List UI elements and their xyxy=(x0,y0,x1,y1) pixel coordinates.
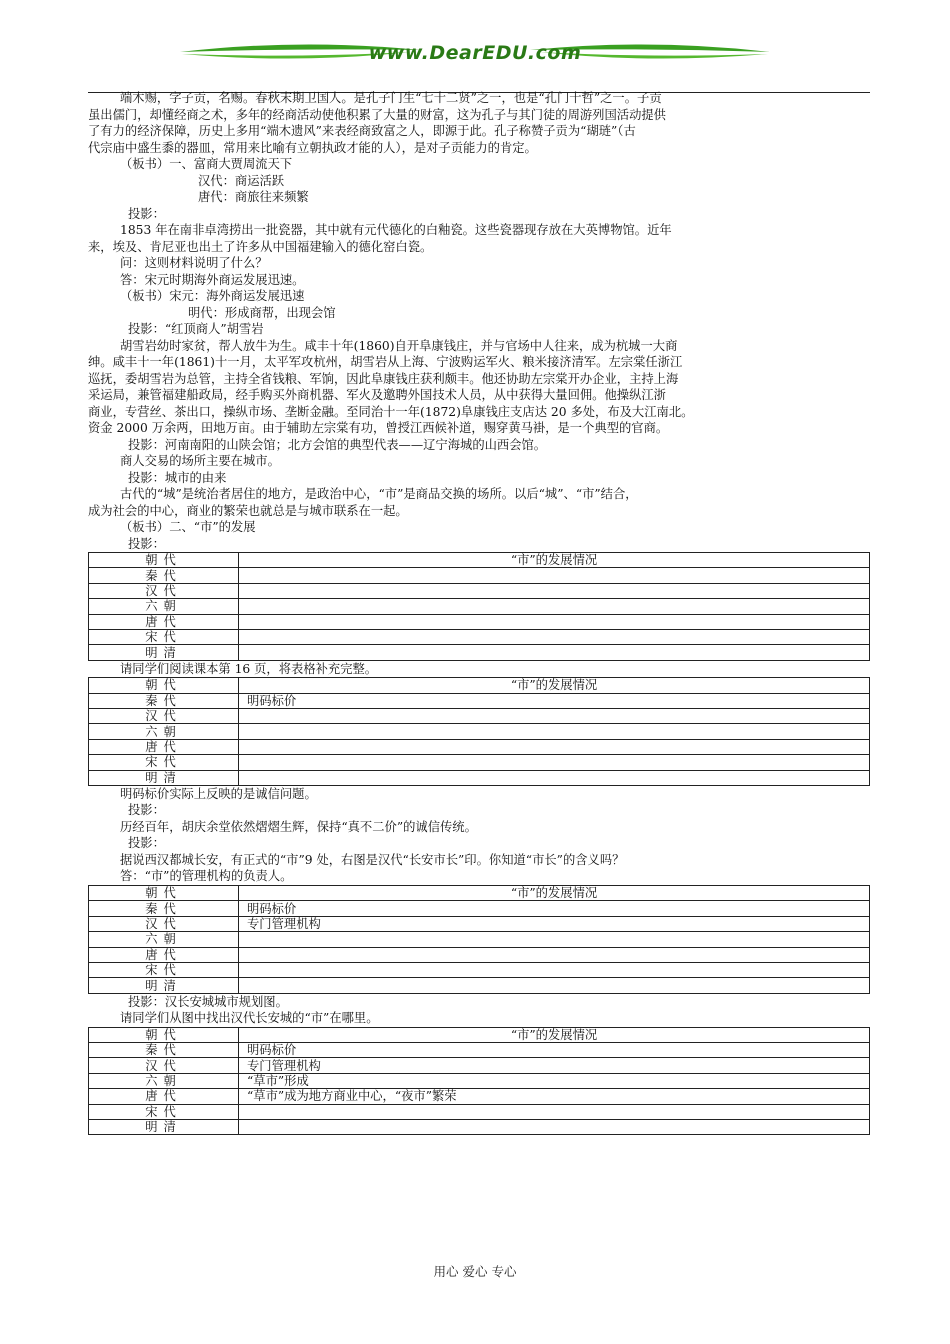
header-development: “市”的发展情况 xyxy=(239,1027,870,1042)
header-development: “市”的发展情况 xyxy=(239,553,870,568)
section-intro xyxy=(88,90,870,552)
table-row xyxy=(89,629,870,644)
paragraph-line: 投影：城市的由来 xyxy=(128,470,227,485)
dynasty-cell: 唐代 xyxy=(89,739,239,754)
table-header-row xyxy=(89,553,870,568)
dynasty-cell: 秦代 xyxy=(89,693,239,708)
table-row xyxy=(89,614,870,629)
table-row xyxy=(89,645,870,660)
table-row xyxy=(89,724,870,739)
header-dynasty: 朝代 xyxy=(89,553,239,568)
table-row xyxy=(89,739,870,754)
dynasty-cell: 秦代 xyxy=(89,901,239,916)
development-cell xyxy=(239,599,870,614)
development-cell xyxy=(239,739,870,754)
development-cell xyxy=(239,614,870,629)
dynasty-cell: 汉代 xyxy=(89,916,239,931)
paragraph-line: 答：“市”的管理机构的负责人。 xyxy=(120,869,293,884)
development-cell: “草市”成为地方商业中心，“夜市”繁荣 xyxy=(239,1089,870,1104)
paragraph-line: 端木赐，字子贡，名赐。春秋末期卫国人。是孔子门生“七十二贤”之一，也是“孔门十哲”之一。子贡 xyxy=(120,91,662,105)
table-row xyxy=(89,693,870,708)
paragraph-line: 来，埃及、肯尼亚也出土了许多从中国福建输入的德化窑白瓷。 xyxy=(88,239,433,254)
dynasty-cell: 唐代 xyxy=(89,614,239,629)
paragraph-line: 投影： xyxy=(128,206,165,221)
dynasty-cell: 六朝 xyxy=(89,599,239,614)
development-cell xyxy=(239,1120,870,1135)
dynasty-cell: 明清 xyxy=(89,770,239,785)
development-cell xyxy=(239,709,870,724)
paragraph-line: 商业，专营丝、茶出口，操纵市场、垄断金融。至同治十一年(1872)阜康钱庄支店达 20 多处，布及大江南北。 xyxy=(88,404,694,419)
paragraph-line: 投影：河南南阳的山陕会馆；北方会馆的典型代表——辽宁海城的山西会馆。 xyxy=(128,437,547,452)
dynasty-cell: 秦代 xyxy=(89,568,239,583)
paragraph-line: 商人交易的场所主要在城市。 xyxy=(120,454,280,468)
development-cell xyxy=(239,962,870,977)
development-cell xyxy=(239,947,870,962)
development-cell xyxy=(239,568,870,583)
paragraph-line: （板书）二、“市”的发展 xyxy=(120,520,256,534)
dynasty-cell: 汉代 xyxy=(89,1058,239,1073)
paragraph-line: 汉代：商运活跃 xyxy=(198,173,285,188)
paragraph-line: 1853 年在南非卓湾捞出一批瓷器，其中就有元代德化的白釉瓷。这些瓷器现存放在大英博物馆。近年 xyxy=(120,223,672,237)
table-row xyxy=(89,1120,870,1135)
table-row xyxy=(89,1058,870,1073)
dynasty-cell: 秦代 xyxy=(89,1043,239,1058)
page-footer: 用心 爱心 专心 xyxy=(433,1264,517,1279)
development-cell xyxy=(239,645,870,660)
section-reading xyxy=(88,661,870,678)
dynasty-cell: 明清 xyxy=(89,1120,239,1135)
dynasty-cell: 唐代 xyxy=(89,1089,239,1104)
paragraph-line: 问：这则材料说明了什么？ xyxy=(120,256,268,270)
market-table-3 xyxy=(88,885,870,994)
header-dynasty: 朝代 xyxy=(89,678,239,693)
market-table-4 xyxy=(88,1027,870,1136)
paragraph-line: 唐代：商旅往来频繁 xyxy=(198,190,309,204)
table-row xyxy=(89,1073,870,1088)
table-header-row xyxy=(89,885,870,900)
development-cell xyxy=(239,1104,870,1119)
paragraph-line: 明代：形成商帮，出现会馆 xyxy=(188,305,336,320)
table-row xyxy=(89,962,870,977)
paragraph-line: 请同学们从图中找出汉代长安城的“市”在哪里。 xyxy=(120,1011,379,1026)
table-row xyxy=(89,1104,870,1119)
paragraph-line: 明码标价实际上反映的是诚信问题。 xyxy=(120,786,317,801)
dynasty-cell: 六朝 xyxy=(89,932,239,947)
paragraph-line: 资金 2000 万余两，田地万亩。由于辅助左宗棠有功，曾授江西候补道，赐穿黄马褂，是一个典型的官商。 xyxy=(88,421,669,435)
development-cell xyxy=(239,932,870,947)
development-cell: 明码标价 xyxy=(239,693,870,708)
development-cell: 明码标价 xyxy=(239,1043,870,1058)
section-chang-an xyxy=(88,994,870,1027)
development-cell: 明码标价 xyxy=(239,901,870,916)
paragraph-line: （板书）宋元：海外商运发展迅速 xyxy=(120,289,305,303)
paragraph-line: 虽出儒门，却懂经商之术，多年的经商活动使他积累了大量的财富，这为孔子与其门徒的周游列国活动提供 xyxy=(88,107,666,122)
paragraph-line: 投影： xyxy=(128,803,165,818)
paragraph-line: 代宗庙中盛生黍的器皿，常用来比喻有立朝执政才能的人），是对子贡能力的肯定。 xyxy=(88,140,537,155)
table-row xyxy=(89,1043,870,1058)
table-row xyxy=(89,599,870,614)
table-header-row xyxy=(89,1027,870,1042)
site-logo-text: www.DearEDU.com xyxy=(368,42,582,64)
paragraph-line: 胡雪岩幼时家贫，帮人放牛为生。咸丰十年(1860)自开阜康钱庄，并与官场中人往来，成为杭城一大商 xyxy=(120,338,678,353)
section-integrity xyxy=(88,786,870,885)
table-row xyxy=(89,916,870,931)
dynasty-cell: 明清 xyxy=(89,978,239,993)
paragraph-line: 投影： xyxy=(128,836,165,851)
dynasty-cell: 宋代 xyxy=(89,962,239,977)
paragraph-line: 巡抚，委胡雪岩为总管，主持全省钱粮、军饷，因此阜康钱庄获利颇丰。他还协助左宗棠开办企业，主持上海 xyxy=(88,371,679,386)
header-development: “市”的发展情况 xyxy=(239,885,870,900)
development-cell xyxy=(239,755,870,770)
development-cell: “草市”形成 xyxy=(239,1073,870,1088)
dynasty-cell: 六朝 xyxy=(89,1073,239,1088)
development-cell: 专门管理机构 xyxy=(239,916,870,931)
dynasty-cell: 宋代 xyxy=(89,755,239,770)
development-cell xyxy=(239,978,870,993)
paragraph-line: 投影：汉长安城城市规划图。 xyxy=(128,994,288,1009)
paragraph-line: 采运局，兼管福建船政局，经手购买外商机器、军火及邀聘外国技术人员，从中获得大量回佣。他操纵江浙 xyxy=(88,388,666,402)
header-dynasty: 朝代 xyxy=(89,885,239,900)
table-row xyxy=(89,947,870,962)
dynasty-cell: 宋代 xyxy=(89,629,239,644)
dynasty-cell: 明清 xyxy=(89,645,239,660)
paragraph-line: 请同学们阅读课本第 16 页，将表格补充完整。 xyxy=(120,661,378,676)
table-row xyxy=(89,770,870,785)
paragraph-line: 成为社会的中心，商业的繁荣也就总是与城市联系在一起。 xyxy=(88,503,408,518)
paragraph-line: 绅。咸丰十一年(1861)十一月，太平军攻杭州，胡雪岩从上海、宁波购运军火、粮米接济清军。左宗棠任浙江 xyxy=(88,355,683,369)
dynasty-cell: 唐代 xyxy=(89,947,239,962)
header-development: “市”的发展情况 xyxy=(239,678,870,693)
paragraph-line: 据说西汉都城长安，有正式的“市”9 处，右图是汉代“长安市长”印。你知道“市长”的含义吗？ xyxy=(120,852,625,867)
development-cell: 专门管理机构 xyxy=(239,1058,870,1073)
paragraph-line: 了有力的经济保障，历史上多用“端木遗风”来表经商致富之人，即源于此。孔子称赞子贡为“瑚琏”（古 xyxy=(88,124,636,138)
paragraph-line: 历经百年，胡庆余堂依然熠熠生辉，保持“真不二价”的诚信传统。 xyxy=(120,819,477,834)
page-header xyxy=(0,30,950,80)
paragraph-line: 投影：“红顶商人”胡雪岩 xyxy=(128,322,264,336)
market-table-1 xyxy=(88,552,870,661)
table-row xyxy=(89,709,870,724)
dynasty-cell: 宋代 xyxy=(89,1104,239,1119)
table-row xyxy=(89,568,870,583)
table-row xyxy=(89,978,870,993)
document-body xyxy=(88,90,870,1135)
table-row xyxy=(89,932,870,947)
paragraph-line: （板书）一、富商大贾周流天下 xyxy=(120,157,293,171)
table-row xyxy=(89,583,870,598)
paragraph-line: 答：宋元时期海外商运发展迅速。 xyxy=(120,272,305,287)
development-cell xyxy=(239,770,870,785)
header-dynasty: 朝代 xyxy=(89,1027,239,1042)
dynasty-cell: 汉代 xyxy=(89,709,239,724)
paragraph-line: 投影： xyxy=(128,536,165,551)
dynasty-cell: 汉代 xyxy=(89,583,239,598)
table-row xyxy=(89,755,870,770)
table-row xyxy=(89,1089,870,1104)
dynasty-cell: 六朝 xyxy=(89,724,239,739)
table-header-row xyxy=(89,678,870,693)
table-row xyxy=(89,901,870,916)
market-table-2 xyxy=(88,677,870,786)
paragraph-line: 古代的“城”是统治者居住的地方，是政治中心，“市”是商品交换的场所。以后“城”、“市”结合， xyxy=(120,487,638,501)
development-cell xyxy=(239,724,870,739)
development-cell xyxy=(239,629,870,644)
development-cell xyxy=(239,583,870,598)
